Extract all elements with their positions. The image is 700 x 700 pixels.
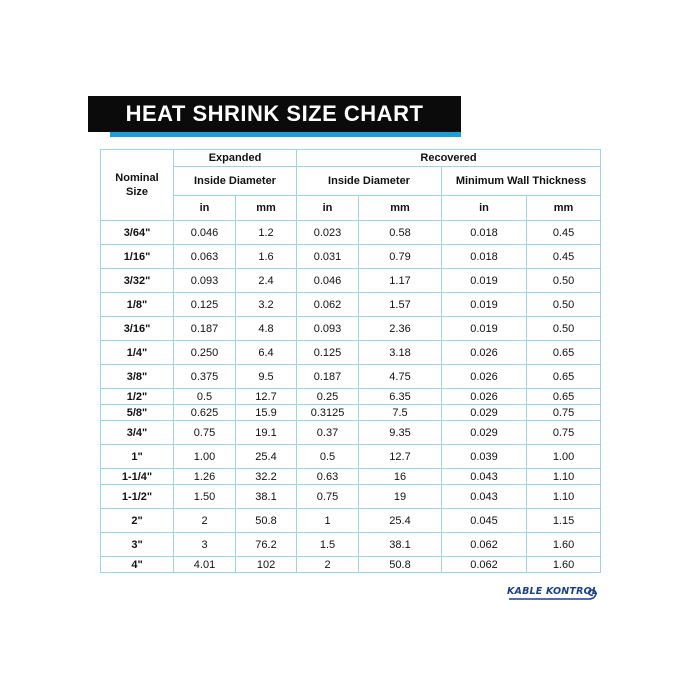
value-cell: 0.062 [297,293,359,317]
expanded-header: Expanded [174,150,297,167]
value-cell: 0.45 [527,221,601,245]
header-row-units [101,196,601,221]
value-cell: 0.187 [297,365,359,389]
value-cell: 0.50 [527,317,601,341]
unit-header: mm [359,196,442,221]
value-cell: 2 [174,509,236,533]
unit-header: in [297,196,359,221]
expanded-inside-diameter-header: Inside Diameter [174,167,297,196]
nominal-size-cell: 1-1/4" [101,469,174,485]
value-cell: 1.60 [527,533,601,557]
value-cell: 0.37 [297,421,359,445]
value-cell: 15.9 [236,405,297,421]
value-cell: 0.79 [359,245,442,269]
value-cell: 0.5 [174,389,236,405]
value-cell: 102 [236,557,297,573]
value-cell: 3 [174,533,236,557]
value-cell: 1.15 [527,509,601,533]
table-row [101,533,601,557]
table-row [101,245,601,269]
value-cell: 4.01 [174,557,236,573]
value-cell: 0.75 [527,405,601,421]
nominal-size-cell: 1" [101,445,174,469]
value-cell: 4.8 [236,317,297,341]
value-cell: 0.046 [174,221,236,245]
value-cell: 1.60 [527,557,601,573]
value-cell: 0.65 [527,365,601,389]
table-row [101,469,601,485]
unit-header: in [174,196,236,221]
value-cell: 0.019 [442,293,527,317]
value-cell: 0.093 [297,317,359,341]
value-cell: 0.250 [174,341,236,365]
value-cell: 0.625 [174,405,236,421]
value-cell: 1.00 [174,445,236,469]
unit-header: in [442,196,527,221]
value-cell: 0.019 [442,317,527,341]
header-row-subgroups [101,167,601,196]
value-cell: 9.35 [359,421,442,445]
table-row [101,269,601,293]
nominal-size-cell: 1/16" [101,245,174,269]
value-cell: 0.75 [297,485,359,509]
value-cell: 1 [297,509,359,533]
value-cell: 0.187 [174,317,236,341]
nominal-size-cell: 3/8" [101,365,174,389]
value-cell: 19.1 [236,421,297,445]
table-row [101,341,601,365]
kable-kontrol-logo [505,584,601,602]
title-underline-stripe [110,132,461,137]
value-cell: 1.57 [359,293,442,317]
nominal-size-cell: 3/16" [101,317,174,341]
nominal-size-cell: 1/8" [101,293,174,317]
title-banner [88,96,461,132]
value-cell: 1.26 [174,469,236,485]
value-cell: 2 [297,557,359,573]
value-cell: 0.043 [442,485,527,509]
value-cell: 0.023 [297,221,359,245]
value-cell: 0.062 [442,533,527,557]
value-cell: 1.5 [297,533,359,557]
value-cell: 3.18 [359,341,442,365]
nominal-size-cell: 1/2" [101,389,174,405]
value-cell: 0.046 [297,269,359,293]
nominal-size-cell: 3/32" [101,269,174,293]
value-cell: 0.75 [527,421,601,445]
value-cell: 0.018 [442,221,527,245]
value-cell: 12.7 [359,445,442,469]
nominal-size-cell: 2" [101,509,174,533]
value-cell: 0.019 [442,269,527,293]
value-cell: 4.75 [359,365,442,389]
header-row-groups [101,150,601,167]
value-cell: 0.062 [442,557,527,573]
nominal-size-cell: 1/4" [101,341,174,365]
value-cell: 0.45 [527,245,601,269]
unit-header: mm [527,196,601,221]
table-row [101,445,601,469]
nominal-size-cell: 3/64" [101,221,174,245]
value-cell: 76.2 [236,533,297,557]
value-cell: 1.10 [527,485,601,509]
size-chart-table [100,149,601,573]
recovered-header: Recovered [297,150,601,167]
value-cell: 12.7 [236,389,297,405]
value-cell: 0.50 [527,293,601,317]
table-body [101,221,601,573]
nominal-size-cell: 5/8" [101,405,174,421]
value-cell: 0.75 [174,421,236,445]
value-cell: 0.026 [442,365,527,389]
table-row [101,365,601,389]
nominal-size-cell: 1-1/2" [101,485,174,509]
table-row [101,221,601,245]
value-cell: 0.125 [174,293,236,317]
table-row [101,485,601,509]
value-cell: 16 [359,469,442,485]
page-title: HEAT SHRINK SIZE CHART [125,101,424,126]
value-cell: 19 [359,485,442,509]
value-cell: 0.045 [442,509,527,533]
value-cell: 0.65 [527,341,601,365]
value-cell: 0.375 [174,365,236,389]
value-cell: 1.17 [359,269,442,293]
nominal-size-label: Nominal Size [115,172,159,198]
value-cell: 0.031 [297,245,359,269]
table-row [101,509,601,533]
value-cell: 2.4 [236,269,297,293]
value-cell: 0.039 [442,445,527,469]
value-cell: 38.1 [359,533,442,557]
value-cell: 1.6 [236,245,297,269]
value-cell: 0.5 [297,445,359,469]
value-cell: 7.5 [359,405,442,421]
value-cell: 0.043 [442,469,527,485]
value-cell: 0.026 [442,389,527,405]
value-cell: 32.2 [236,469,297,485]
value-cell: 2.36 [359,317,442,341]
value-cell: 0.125 [297,341,359,365]
table-row [101,389,601,405]
nominal-size-cell: 3/4" [101,421,174,445]
value-cell: 6.4 [236,341,297,365]
value-cell: 1.50 [174,485,236,509]
value-cell: 0.63 [297,469,359,485]
table-row [101,317,601,341]
value-cell: 50.8 [359,557,442,573]
value-cell: 0.029 [442,421,527,445]
logo-text: KABLE KONTROL [507,586,599,597]
table-row [101,405,601,421]
value-cell: 9.5 [236,365,297,389]
table-row [101,421,601,445]
value-cell: 1.00 [527,445,601,469]
value-cell: 3.2 [236,293,297,317]
recovered-inside-diameter-header: Inside Diameter [297,167,442,196]
value-cell: 0.65 [527,389,601,405]
unit-header: mm [236,196,297,221]
value-cell: 0.25 [297,389,359,405]
value-cell: 25.4 [236,445,297,469]
value-cell: 0.018 [442,245,527,269]
table-row [101,557,601,573]
value-cell: 25.4 [359,509,442,533]
value-cell: 6.35 [359,389,442,405]
value-cell: 0.026 [442,341,527,365]
value-cell: 38.1 [236,485,297,509]
value-cell: 50.8 [236,509,297,533]
nominal-size-cell: 3" [101,533,174,557]
value-cell: 1.2 [236,221,297,245]
nominal-size-cell: 4" [101,557,174,573]
value-cell: 1.10 [527,469,601,485]
value-cell: 0.50 [527,269,601,293]
value-cell: 0.063 [174,245,236,269]
value-cell: 0.3125 [297,405,359,421]
value-cell: 0.58 [359,221,442,245]
value-cell: 0.029 [442,405,527,421]
nominal-size-header [101,150,174,221]
minimum-wall-thickness-header: Minimum Wall Thickness [442,167,601,196]
table-row [101,293,601,317]
value-cell: 0.093 [174,269,236,293]
